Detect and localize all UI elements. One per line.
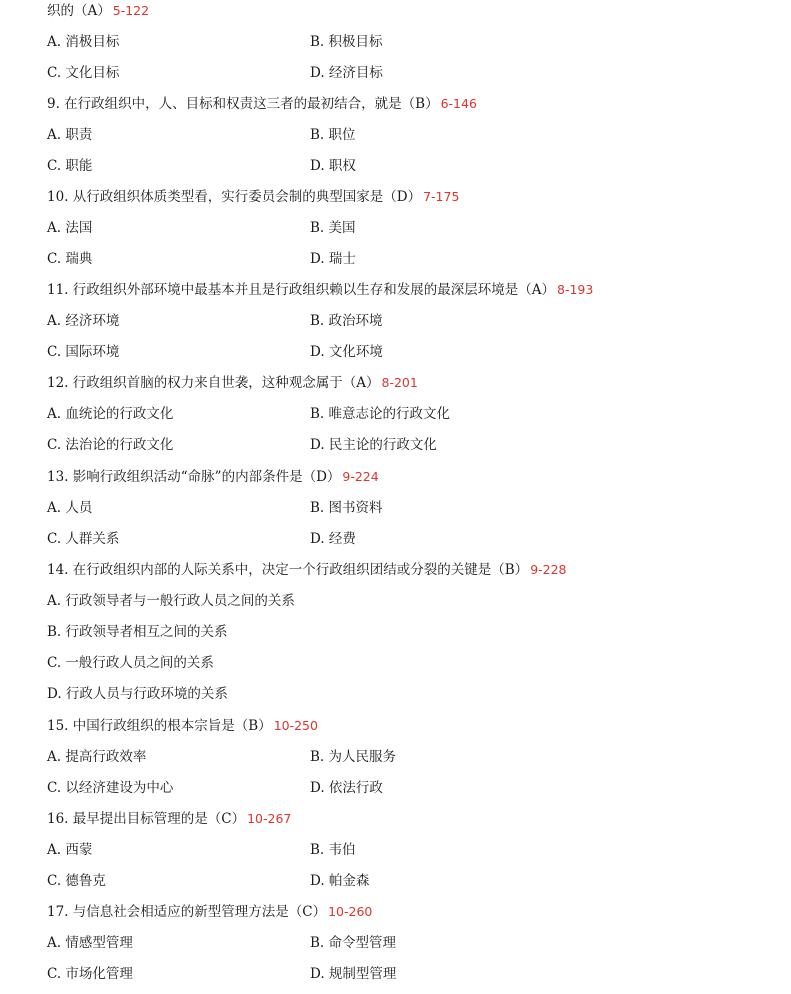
option-b: B. 为人民服务 bbox=[310, 749, 397, 765]
option-c: C. 瑞典 bbox=[47, 251, 93, 267]
page-reference: 8-193 bbox=[557, 282, 594, 297]
stem-text: 17. 与信息社会相适应的新型管理方法是（C） bbox=[47, 904, 327, 920]
option-a: A. 职责 bbox=[47, 127, 93, 143]
option-d: D. 规制型管理 bbox=[310, 966, 397, 982]
option-c: C. 人群关系 bbox=[47, 531, 120, 547]
question-stem bbox=[47, 280, 593, 300]
question-stem bbox=[47, 902, 372, 922]
question-stem bbox=[47, 716, 318, 736]
question-stem bbox=[47, 1, 149, 21]
question-stem bbox=[47, 560, 567, 580]
option-d: D. 经费 bbox=[310, 531, 356, 547]
option-d: D. 帕金森 bbox=[310, 873, 370, 889]
page-reference: 10-267 bbox=[247, 811, 292, 826]
option-d: D. 依法行政 bbox=[310, 780, 383, 796]
option-a: A. 行政领导者与一般行政人员之间的关系 bbox=[47, 593, 295, 609]
option-a: A. 经济环境 bbox=[47, 313, 120, 329]
question-stem bbox=[47, 809, 291, 829]
option-a: A. 西蒙 bbox=[47, 842, 93, 858]
option-a: A. 血统论的行政文化 bbox=[47, 406, 174, 422]
option-d: D. 经济目标 bbox=[310, 65, 383, 81]
option-a: A. 法国 bbox=[47, 220, 93, 236]
option-a: A. 消极目标 bbox=[47, 34, 120, 50]
option-a: A. 提高行政效率 bbox=[47, 749, 147, 765]
page-reference: 9-228 bbox=[530, 562, 567, 577]
option-b: B. 政治环境 bbox=[310, 313, 383, 329]
option-b: B. 唯意志论的行政文化 bbox=[310, 406, 451, 422]
option-b: B. 命令型管理 bbox=[310, 935, 397, 951]
stem-text: 11. 行政组织外部环境中最基本并且是行政组织赖以生存和发展的最深层环境是（A） bbox=[47, 282, 556, 298]
page-reference: 6-146 bbox=[440, 96, 477, 111]
page-reference: 9-224 bbox=[342, 469, 379, 484]
question-stem bbox=[47, 373, 418, 393]
option-a: A. 情感型管理 bbox=[47, 935, 133, 951]
stem-text: 16. 最早提出目标管理的是（C） bbox=[47, 811, 246, 827]
option-d: D. 行政人员与行政环境的关系 bbox=[47, 686, 228, 702]
option-b: B. 积极目标 bbox=[310, 34, 383, 50]
stem-text: 14. 在行政组织内部的人际关系中，决定一个行政组织团结或分裂的关键是（B） bbox=[47, 562, 529, 578]
page-reference: 10-260 bbox=[328, 904, 373, 919]
option-d: D. 职权 bbox=[310, 158, 356, 174]
stem-text: 15. 中国行政组织的根本宗旨是（B） bbox=[47, 718, 272, 734]
option-d: D. 文化环境 bbox=[310, 344, 383, 360]
question-stem bbox=[47, 94, 477, 114]
option-b: B. 行政领导者相互之间的关系 bbox=[47, 624, 228, 640]
option-b: B. 图书资料 bbox=[310, 500, 383, 516]
page-reference: 5-122 bbox=[112, 3, 150, 18]
option-c: C. 职能 bbox=[47, 158, 93, 174]
stem-text: 织的（A） bbox=[47, 3, 111, 19]
stem-text: 10. 从行政组织体质类型看，实行委员会制的典型国家是（D） bbox=[47, 189, 422, 205]
option-c: C. 法治论的行政文化 bbox=[47, 437, 174, 453]
option-b: B. 美国 bbox=[310, 220, 356, 236]
option-c: C. 以经济建设为中心 bbox=[47, 780, 174, 796]
option-b: B. 职位 bbox=[310, 127, 356, 143]
page-reference: 8-201 bbox=[381, 375, 418, 390]
question-stem bbox=[47, 187, 459, 207]
question-stem bbox=[47, 467, 379, 487]
option-c: C. 德鲁克 bbox=[47, 873, 106, 889]
stem-text: 9. 在行政组织中，人、目标和权责这三者的最初结合，就是（B） bbox=[47, 96, 439, 112]
option-c: C. 国际环境 bbox=[47, 344, 120, 360]
option-c: C. 文化目标 bbox=[47, 65, 120, 81]
option-c: C. 市场化管理 bbox=[47, 966, 133, 982]
page-reference: 7-175 bbox=[423, 189, 460, 204]
page-reference: 10-250 bbox=[273, 718, 318, 733]
option-b: B. 韦伯 bbox=[310, 842, 356, 858]
option-d: D. 瑞士 bbox=[310, 251, 356, 267]
option-c: C. 一般行政人员之间的关系 bbox=[47, 655, 214, 671]
option-d: D. 民主论的行政文化 bbox=[310, 437, 437, 453]
stem-text: 13. 影响行政组织活动“命脉”的内部条件是（D） bbox=[47, 469, 341, 485]
stem-text: 12. 行政组织首脑的权力来自世袭，这种观念属于（A） bbox=[47, 375, 380, 391]
option-a: A. 人员 bbox=[47, 500, 93, 516]
